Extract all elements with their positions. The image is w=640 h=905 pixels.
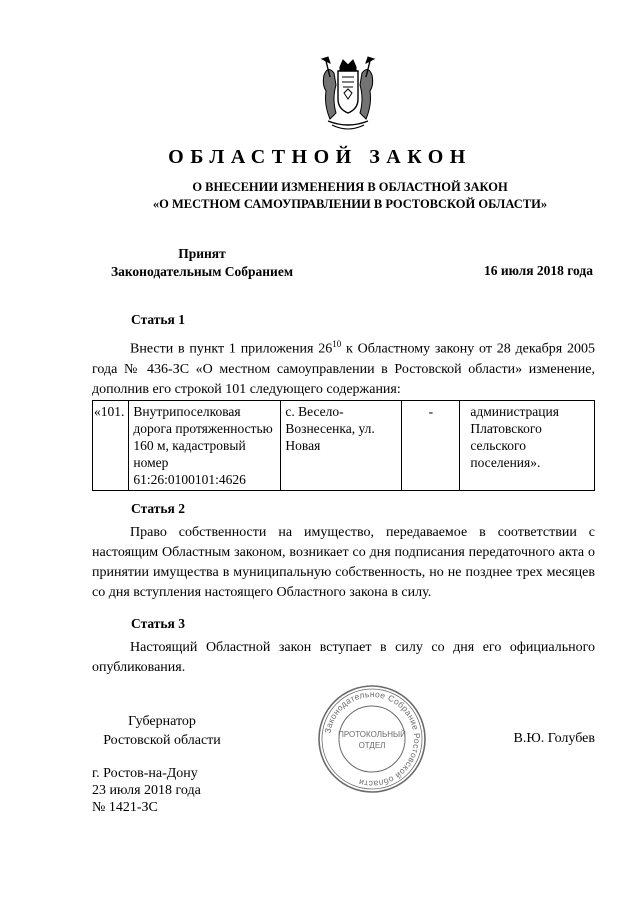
- stamp-ring-text: Законодательное Собрание Ростовской области: [322, 688, 423, 790]
- table-cell-location: с. Весело-Вознесенка, ул. Новая: [281, 401, 402, 491]
- subtitle-line-2: «О МЕСТНОМ САМОУПРАВЛЕНИИ В РОСТОВСКОЙ ОБЛАСТИ»: [152, 197, 548, 211]
- article-1-text-part2: к Областному закону от 28 декабря 2005 года № 436-ЗС «О местном самоуправлении в Ростовской области» изменение, дополнив его строкой 101 следующего содержания:: [92, 341, 595, 397]
- article-1-text: [92, 334, 595, 400]
- article-2-text-body: Право собственности на имущество, передаваемое в соответствии с настоящим Областным законом, возникает со дня подписания передаточного акта о принятии имущества в муниципальную собственность, но не позднее трех месяцев со дня вступления настоящего Областного закона в силу.: [92, 525, 595, 600]
- official-stamp: [316, 683, 428, 795]
- place-city: г. Ростов-на-Дону: [92, 766, 198, 781]
- article-1-heading: Статья 1: [131, 312, 185, 327]
- signatory-name: В.Ю. Голубев: [513, 731, 595, 746]
- table-row: [93, 401, 595, 491]
- signatory-position-line-2: Ростовской области: [103, 733, 221, 748]
- table-cell-number: «101.: [93, 401, 129, 491]
- article-3-text: [92, 638, 595, 678]
- place-date-block: [92, 765, 201, 816]
- stamp-rings: [319, 686, 425, 792]
- coat-of-arms-icon: [316, 55, 380, 135]
- amendment-table: [92, 400, 595, 491]
- table-cell-object: Внутрипоселковая дорога протяженностью 160 м, кадастровый номер 61:26:0100101:4626: [129, 401, 281, 491]
- signing-date: 23 июля 2018 года: [92, 783, 201, 798]
- article-3-text-body: Настоящий Областной закон вступает в силу со дня его официального опубликования.: [92, 640, 595, 675]
- article-3-heading: Статья 3: [131, 616, 185, 631]
- article-1-superscript: 10: [332, 339, 342, 349]
- table-cell-dash: -: [402, 401, 460, 491]
- adoption-line-2: Законодательным Собранием: [110, 264, 294, 279]
- adoption-date: 16 июля 2018 года: [484, 263, 593, 278]
- article-1-text-part1: Внести в пункт 1 приложения 26: [130, 341, 333, 357]
- table-cell-authority: администрация Платовского сельского поселения».: [460, 401, 595, 491]
- article-2-text: [92, 523, 595, 603]
- document-title: ОБЛАСТНОЙ ЗАКОН: [168, 146, 472, 168]
- adoption-block: [92, 245, 312, 281]
- signatory-position: [92, 712, 232, 750]
- subtitle-line-1: О ВНЕСЕНИИ ИЗМЕНЕНИЯ В ОБЛАСТНОЙ ЗАКОН: [192, 180, 508, 194]
- stamp-center-line-1: ПРОТОКОЛЬНЫЙ: [338, 730, 406, 739]
- stamp-center-line-2: ОТДЕЛ: [358, 741, 386, 750]
- signatory-position-line-1: Губернатор: [128, 714, 196, 729]
- law-number: № 1421-ЗС: [92, 800, 158, 815]
- article-2-heading: Статья 2: [131, 501, 185, 516]
- svg-text:Законодательное Собрание Росто: [322, 689, 422, 789]
- document-subtitle: [60, 179, 640, 213]
- adoption-line-1: Принят: [178, 246, 226, 261]
